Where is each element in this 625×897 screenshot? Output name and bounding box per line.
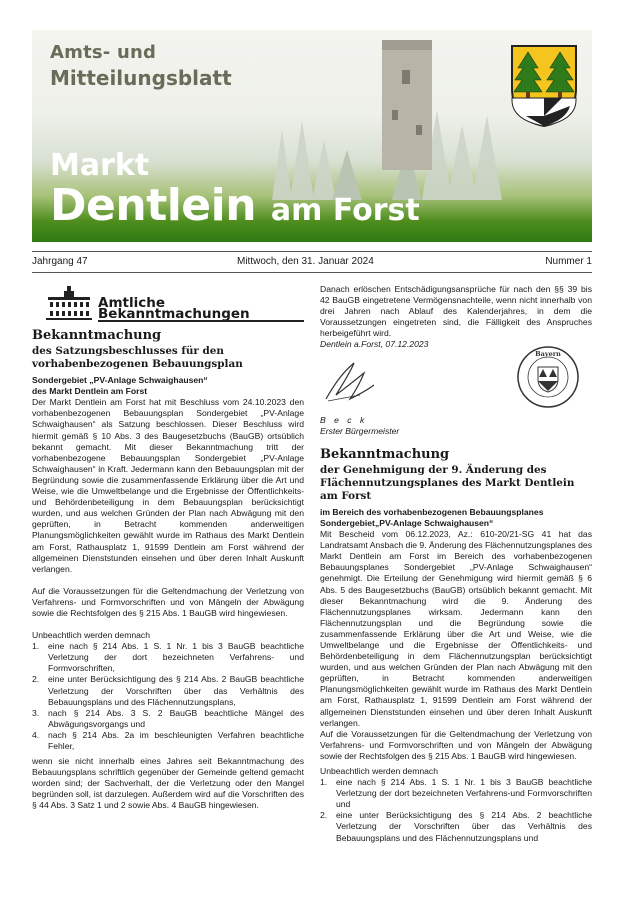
masthead-line2: Mitteilungsblatt <box>50 66 232 90</box>
list-item: 2. eine unter Berücksichtigung des § 214 Abs. 2 BauGB beachtliche Verletzung der Vorschriften über das Verhältnis des Bebauungsplans und des Flächennutzungsplans, <box>32 674 304 707</box>
article2-paragraph2: Auf die Voraussetzungen für die Geltendmachung der Verletzung von Verfahrens- und Formvorschriften und von Mängeln der Abwägung sowie der Rechtsfolgen des § 215 Abs. 1 BauGB wird hingewiesen. <box>320 728 592 761</box>
issue-info-bar <box>32 251 592 273</box>
right-column <box>320 284 592 844</box>
tower-image <box>372 30 442 170</box>
article1-paragraph1: Der Markt Dentlein am Forst hat mit Beschluss vom 24.10.2023 den vorhabenbezogenen Bebauungsplan Sondergebiet „PV-Anlage Schwaighausen“ als Satzung beschlossen. Dieser Beschluss wird hiermit gemäß § 10 Abs. 3 des Baugesetzbuchs (BauGB) ortsüblich bekannt gemacht. Mit dieser Bekanntmachung tritt der vorhabenbezogene Bebauungsplan Sondergebiet „PV-Anlage Schwaighausen“ in Kraft. Jedermann kann den Bebauungsplan mit der Begründung sowie die zusammenfassende Erklärung über die Art und Weise, wie die Umweltbelange und die Ergebnisse der Öffentlichkeits- und Behördenbeteiligung in dem Bebauungsplan berücksichtigt wurden, und aus welchen Gründen der Plan nach Abwägung mit den geprüften, in Betracht kommenden anderweitigen Planungsmöglichkeiten gewählt wurde im Rathaus des Markt Dentlein am Forst, Rathausplatz 1, 91599 Dentlein am Forst während der allgemeinen Dienststunden einsehen und über deren Inhalt Auskunft verlangen. <box>32 397 304 574</box>
place-suffix: am Forst <box>270 193 420 228</box>
masthead-place <box>50 180 420 231</box>
section-rule <box>98 320 304 322</box>
list-item: 3. nach § 214 Abs. 3 S. 2 BauGB beachtliche Mängel des Abwägungsvorgangs und <box>32 707 304 729</box>
issue-number: Nummer 1 <box>545 256 592 267</box>
article1-list <box>32 641 304 752</box>
section-header <box>32 284 304 324</box>
list-item: 2. eine unter Berücksichtigung des § 214 Abs. 2 beachtliche Verletzung der Vorschriften über das Verhältnis des Bebauungsplans und des Flächennutzungsplans und <box>320 810 592 843</box>
svg-text:Bayern: Bayern <box>535 349 561 358</box>
section-label: Amtliche Bekanntmachungen <box>98 295 250 323</box>
article2-list-intro: Unbeachtlich werden demnach <box>320 766 438 776</box>
official-seal-icon <box>516 345 580 409</box>
article2-heading: Bekanntmachung <box>320 446 450 462</box>
signer-name: B e c k <box>320 414 368 425</box>
article2-bold: im Bereich des vorhabenbezogenen Bebauungsplanes Sondergebiet„PV-Anlage Schwaighausen“ <box>320 506 544 528</box>
townhall-icon <box>46 286 92 320</box>
signature-image <box>320 355 380 407</box>
signature-block <box>320 351 592 415</box>
article1-paragraph3: wenn sie nicht innerhalb eines Jahres seit Bekanntmachung des Bebauungsplans schriftlich gegenüber der Gemeinde geltend gemacht worden sind; der Sachverhalt, der die Verletzung oder den Mangel begründen soll, ist darzulegen. Außerdem wird auf die Vorschriften des § 44 Abs. 3 Satz 1 und 2 sowie Abs. 4 BauGB hingewiesen. <box>32 756 304 811</box>
masthead <box>32 30 592 242</box>
article1-list-intro: Unbeachtlich werden demnach <box>32 630 150 641</box>
article2-subheading: der Genehmigung der 9. Änderung des Flächennutzungsplanes des Markt Dentlein am Forst <box>320 463 575 502</box>
article1-subheading: des Satzungsbeschlusses für den vorhabenbezogenen Bebauungsplan <box>32 345 243 371</box>
list-item: 4. nach § 214 Abs. 2a im beschleunigten Verfahren beachtliche Fehler, <box>32 729 304 751</box>
place-name: Dentlein <box>50 180 257 231</box>
coat-of-arms-icon <box>510 44 578 128</box>
article1-bold1: Sondergebiet „PV-Anlage Schwaighausen“ <box>32 375 208 386</box>
list-item: 1. eine nach § 214 Abs. 1 S. 1 Nr. 1 bis 3 BauGB beachtliche Verletzung der dort bezeichneten Verfahrens-und Formvorschriften und <box>320 777 592 810</box>
issue-date: Mittwoch, den 31. Januar 2024 <box>237 256 374 267</box>
signer-title: Erster Bürgermeister <box>320 425 400 436</box>
jahrgang: Jahrgang 47 <box>32 256 88 267</box>
article2-paragraph1: Mit Bescheid vom 06.12.2023, Az.: 610-20/21-SG 41 hat das Landratsamt Ansbach die 9. Änderung des Flächennutzungsplanes des Markt Dentlein am Forst im Bereich des vorhabenbezogenen Bebauungsplanes Sondergebiet „PV-Anlage Schwaighausen“ genehmigt. Die Erteilung der Genehmigung wird hiermit gemäß § 6 Abs. 5 des Baugesetzbuchs (BauGB) ortsüblich bekannt gemacht. Mit dieser Bekanntmachung wird die 9. Änderung des Flächennutzungsplanes wirksam. Jedermann kann den Flächennutzungsplan und die Begründung sowie die zusammenfassende Erklärung über die Art und Weise, wie die Umweltbelange und die Ergebnisse der Öffentlichkeits- und Behördenbeteiligung in dem Flächennutzungsplan berücksichtigt wurden, und aus welchen Gründen der Plan nach Abwägung mit den geprüften, in Betracht kommenden anderweitigen Planungsmöglichkeiten gewählt wurde im Rathaus des Markt Dentlein am Forst, Rathausplatz 1, 91599 Dentlein am Forst während der allgemeinen Dienststunden einsehen und über deren Inhalt Auskunft verlangen. <box>320 529 592 728</box>
masthead-line1: Amts- und <box>50 42 157 63</box>
left-column <box>32 284 304 812</box>
article1-paragraph4: Danach erlöschen Entschädigungsansprüche für nach den §§ 39 bis 42 BauGB eingetretene Vermögensnachteile, wenn nicht innerhalb von drei Jahren nach Ablauf des Kalenderjahres, in dem die Voraussetzungen eingetreten sind, die Fälligkeit des Anspruches herbeigeführt wird. <box>320 284 592 339</box>
article1-heading: Bekanntmachung <box>32 328 162 343</box>
list-item: 1. eine nach § 214 Abs. 1 S. 1 Nr. 1 bis 3 BauGB beachtliche Verletzung der dort bezeichneten Verfahrens- und Formvorschriften, <box>32 641 304 674</box>
article1-paragraph2: Auf die Voraussetzungen für die Geltendmachung der Verletzung von Verfahrens- und Formvorschriften und von Mängeln der Abwägung sowie die Rechtsfolgen des § 215 Abs. 1 BauGB wird hingewiesen. <box>32 585 304 618</box>
article1-bold2: des Markt Dentlein am Forst <box>32 386 148 397</box>
article1-place-date: Dentlein a.Forst, 07.12.2023 <box>320 339 429 350</box>
article2-list <box>320 777 592 844</box>
masthead-markt: Markt <box>50 148 150 183</box>
